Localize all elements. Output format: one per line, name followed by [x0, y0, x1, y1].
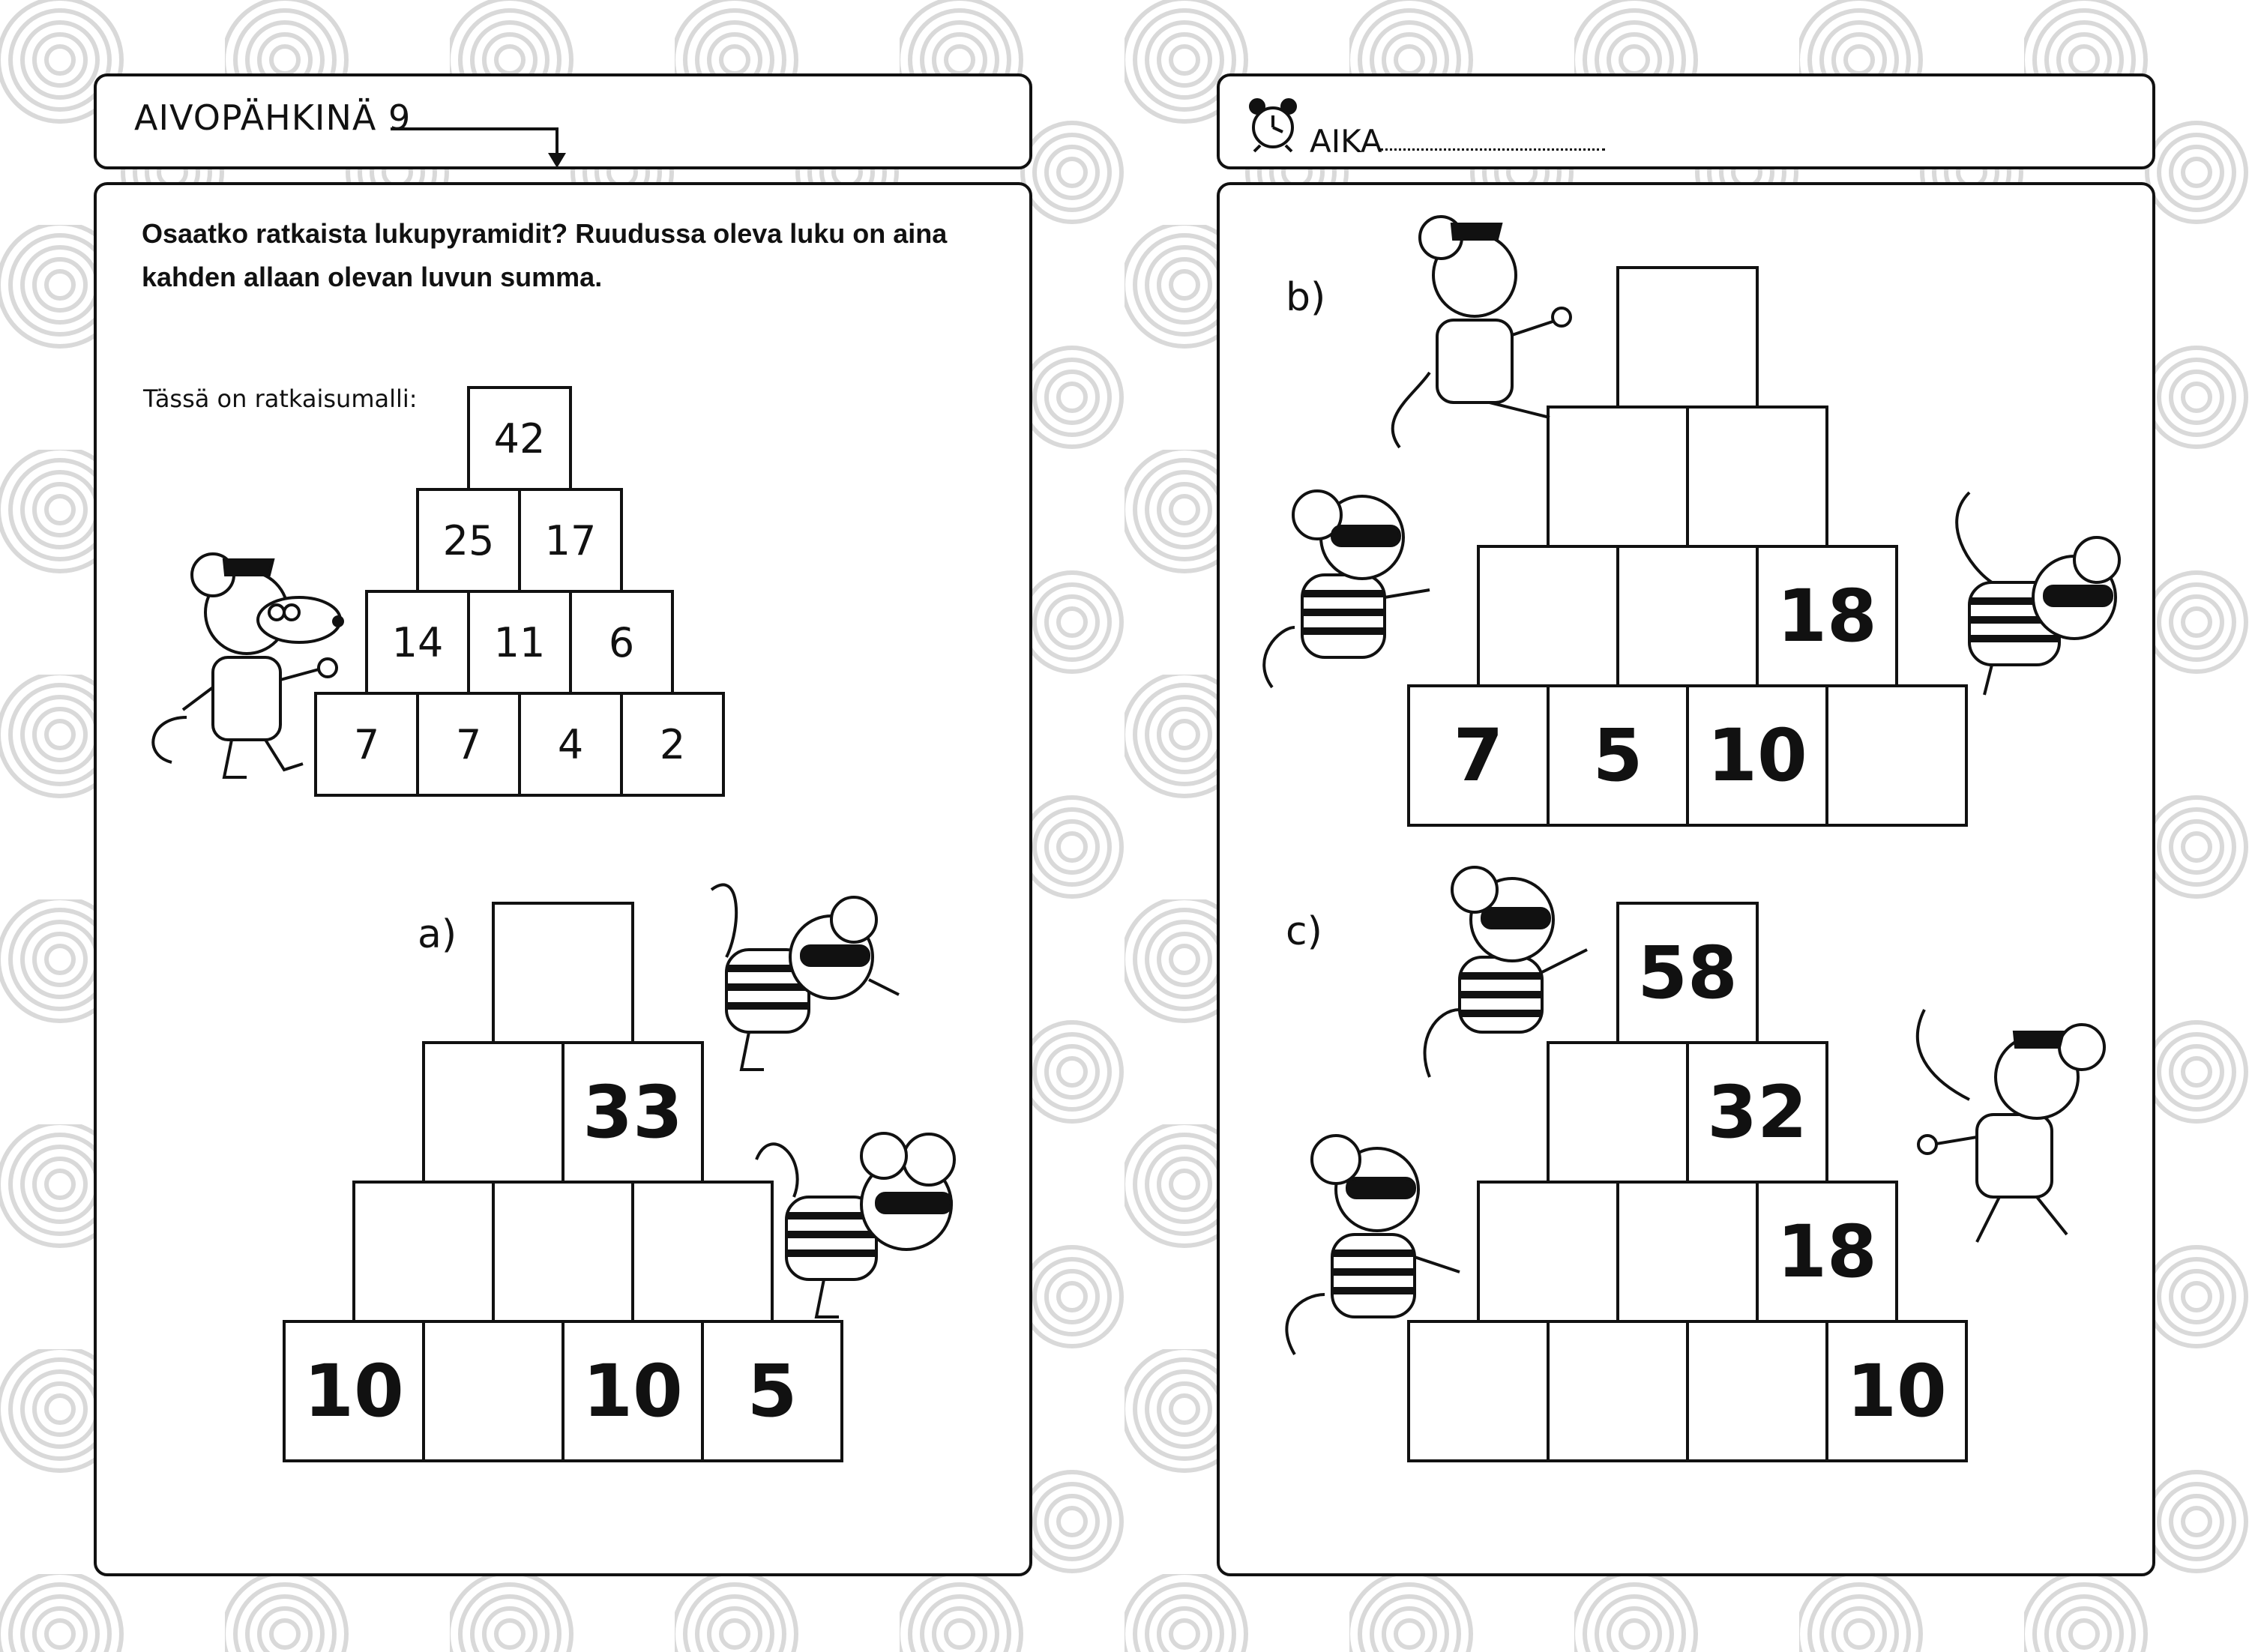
burglar-mouse-icon	[1924, 477, 2149, 702]
time-entry-line[interactable]	[1380, 148, 1605, 151]
model-pyramid-cell: 6	[569, 590, 674, 695]
puzzle-a-cell: 10	[283, 1320, 425, 1462]
puzzle-b-cell[interactable]	[1477, 545, 1619, 687]
puzzle-a-cell: 5	[701, 1320, 843, 1462]
model-pyramid-cell: 2	[620, 692, 725, 797]
instructions-text: Osaatko ratkaista lukupyramidit? Ruudussa oleva luku on aina kahden allaan olevan luvun summa.	[142, 218, 948, 292]
detective-mouse-icon	[142, 530, 367, 785]
left-header-bar	[94, 73, 1032, 169]
puzzle-b-cell[interactable]	[1616, 266, 1759, 409]
burglar-mouse-icon	[1250, 477, 1475, 702]
burglar-mouse-icon	[741, 1115, 981, 1324]
model-pyramid-cell: 17	[518, 488, 623, 593]
puzzle-b-cell: 18	[1756, 545, 1898, 687]
puzzle-b-label: b)	[1286, 275, 1326, 320]
detective-mouse-icon	[1894, 995, 2134, 1249]
puzzle-a-cell[interactable]	[492, 1181, 634, 1323]
detective-mouse-icon	[1370, 208, 1595, 462]
puzzle-a-cell: 10	[562, 1320, 704, 1462]
model-pyramid-cell: 4	[518, 692, 623, 797]
burglar-mouse-icon	[1265, 1122, 1490, 1362]
puzzle-c-cell: 10	[1825, 1320, 1968, 1462]
model-pyramid-cell: 7	[314, 692, 419, 797]
model-label: Tässä on ratkaisumalli:	[143, 385, 418, 413]
puzzle-b-cell[interactable]	[1825, 684, 1968, 827]
right-header-bar	[1217, 73, 2155, 169]
puzzle-a-cell[interactable]	[422, 1041, 564, 1184]
model-pyramid-cell: 25	[416, 488, 521, 593]
puzzle-c-cell: 58	[1616, 902, 1759, 1044]
alarm-clock-icon	[1247, 96, 1299, 153]
burglar-mouse-icon	[681, 867, 906, 1077]
model-pyramid-cell: 14	[365, 590, 470, 695]
puzzle-a-cell: 33	[562, 1041, 704, 1184]
puzzle-b-cell: 10	[1686, 684, 1828, 827]
time-label: AIKA	[1310, 123, 1382, 160]
puzzle-a-cell[interactable]	[492, 902, 634, 1044]
model-pyramid-cell: 42	[467, 386, 572, 491]
puzzle-b-cell: 5	[1547, 684, 1689, 827]
right-content-panel	[1217, 182, 2155, 1576]
page-title: AIVOPÄHKINÄ 9	[134, 97, 412, 138]
puzzle-c-cell: 18	[1756, 1181, 1898, 1323]
puzzle-b-cell[interactable]	[1616, 545, 1759, 687]
puzzle-c-cell: 32	[1686, 1041, 1828, 1184]
puzzle-c-cell[interactable]	[1477, 1181, 1619, 1323]
model-pyramid-cell: 11	[467, 590, 572, 695]
burglar-mouse-icon	[1407, 860, 1617, 1085]
puzzle-c-cell[interactable]	[1547, 1320, 1689, 1462]
puzzle-c-label: c)	[1286, 909, 1322, 954]
puzzle-a-label: a)	[418, 912, 457, 957]
arrow-down-right-icon	[388, 114, 567, 174]
model-pyramid-cell: 7	[416, 692, 521, 797]
puzzle-c-cell[interactable]	[1686, 1320, 1828, 1462]
puzzle-b-cell: 7	[1407, 684, 1550, 827]
left-content-panel	[94, 182, 1032, 1576]
puzzle-a-cell[interactable]	[422, 1320, 564, 1462]
puzzle-a-cell[interactable]	[352, 1181, 495, 1323]
puzzle-b-cell[interactable]	[1686, 406, 1828, 548]
puzzle-c-cell[interactable]	[1616, 1181, 1759, 1323]
